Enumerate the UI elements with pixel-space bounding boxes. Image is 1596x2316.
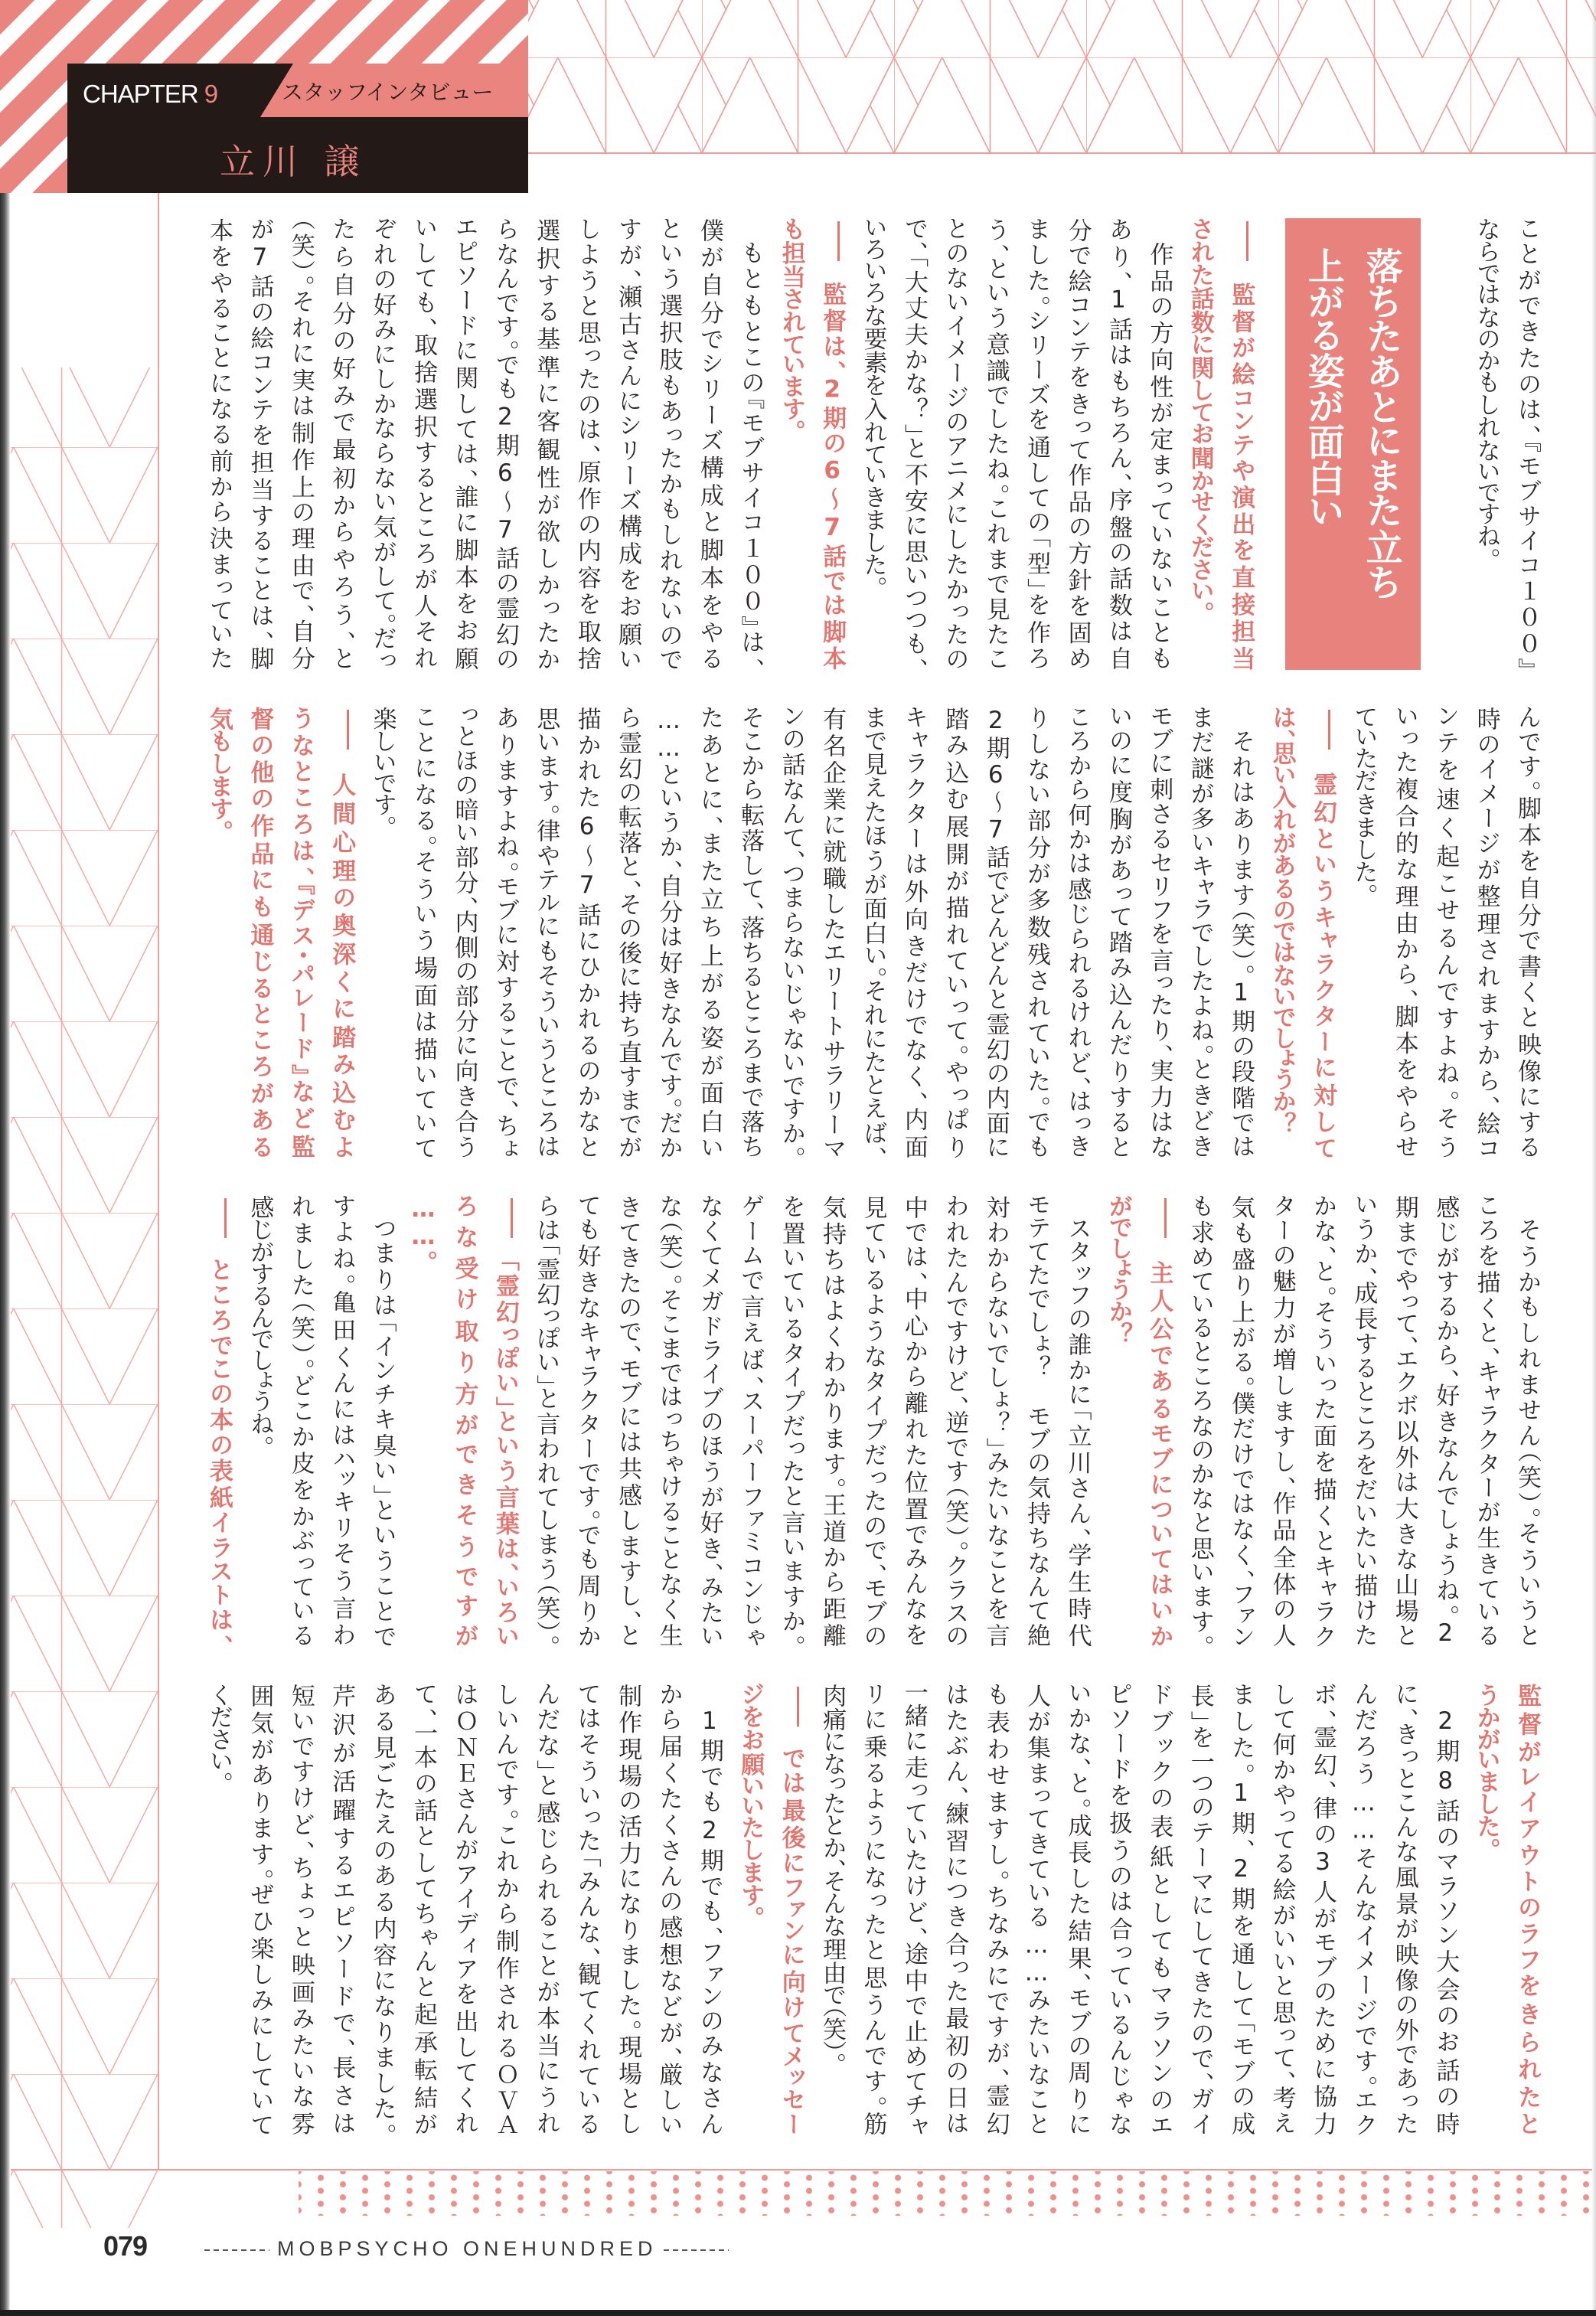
text-column: 作品の方向性が定まっていないことも [1145,242,1173,670]
text-column: から届くたくさんの感想などが、厳しい [654,1684,683,2135]
triangle-lattice-decoration [11,367,158,2228]
text-column: 1期でも2期でも、ファンのみなさん [695,1707,723,2135]
text-column: ぞれの好みにしかならない気がして。だっ [368,218,397,670]
text-column: ならではなのかもしれないですね。 [1472,218,1500,560]
text-column: 思います。律やテルにもそういうところは [532,707,560,1158]
text-column: ら霊幻の転落と、その後に持ち直すまでが [614,707,642,1158]
dash-rule-right [664,2249,729,2251]
dot-pattern-band [299,2171,1592,2216]
chapter-label [83,80,217,109]
text-column: 感じがするんでしょうね。 [246,1195,274,1448]
scan-edge-bottom [0,2310,1596,2316]
text-column: 芹沢が活躍するエピソードで、長さは [328,1684,356,2135]
question-dash [347,710,349,750]
article-tier-4 [197,1684,1547,2135]
text-column: ターの魅力が増しますし、作品全体の人 [1268,1195,1296,1647]
headline-line: 上がる姿が面白い [1301,247,1345,528]
text-column: を置いているタイプだったと言いますか。 [777,1195,805,1647]
text-column: われたんですけど、逆です（笑）。クラスの [941,1195,969,1647]
text-column: に、きっとこんな風景が映像の外であった [1390,1684,1418,2135]
text-column: ました。シリーズを通しての「型」を作ろ [1023,218,1051,670]
question-dash [511,1198,513,1238]
text-column: 2期8話のマラソン大会のお話の時 [1431,1707,1460,2135]
text-column: いしても、取捨選択するところが人それ [410,218,438,670]
text-column: はＯＮＥさんがアイディアを出してくれ [450,1684,478,2135]
article-tier-2 [197,707,1547,1158]
text-column: 時のイメージが整理されますから、絵コ [1472,707,1500,1158]
text-column: いうか、成長するところをだいたい描けた [1350,1195,1378,1647]
text-column: ました。1期、2期を通して「モブの成 [1227,1684,1255,2135]
text-column: が7話の絵コンテを担当することは、脚 [246,218,274,670]
question-column: ろな受け取り方ができそうですが [450,1195,478,1647]
question-dash [224,1198,227,1238]
text-column: も求めているところなのかなと思います。 [1186,1195,1214,1647]
text-column: たら自分の好みで最初からやろう、と [328,218,356,670]
question-column [811,218,852,670]
question-column: 監督がレイアウトのラフをきられたと [1513,1684,1541,2135]
question-column [484,1195,524,1647]
rule-line [158,193,159,2170]
text-column: して何かやってる絵がいいと思って、考え [1268,1684,1296,2135]
text-column: ……というか、自分は好きなんです。だか [654,707,683,1158]
text-column: もともとこの『モブサイコ１００』は、 [736,242,765,670]
text-column: 肉痛になったとか、そんな理由で（笑）。 [818,1684,847,2065]
text-column: という選択肢もあったかもしれないので [654,218,683,670]
text-column: ンテを速く起こせるんですよね。そう [1431,707,1460,1158]
headline-line: 落ちたあとにまた立ち [1359,247,1403,601]
question-column: された話数に関してお聞かせください。 [1186,218,1214,614]
text-column: んだろう……そんなイメージです。エク [1350,1684,1378,2135]
question-column: ジをお願いいたします。 [736,1684,765,1919]
question-column: うかがいました。 [1472,1684,1500,1851]
text-column: いのに度胸があって踏み込んだりすると [1104,707,1132,1158]
text-column: ピソードを扱うのは合っているんじゃな [1104,1684,1132,2135]
text-column: まだ謎が多いキャラでしたよね。ときどき [1186,707,1214,1158]
text-column: ください。 [205,1684,233,1784]
text-column: つまりは「インチキ臭い」ということで [368,1219,397,1647]
text-column: 一緒に走っていたけど、途中で止めてチャ [899,1684,928,2135]
question-column: 気もします。 [205,707,233,832]
question-column [198,1195,239,1647]
question-text: 「霊幻っぽい」という言葉は、いろい [491,1256,519,1647]
question-text: 主人公であるモブについてはいか [1145,1256,1173,1647]
text-column: いかな、と。成長した結果、モブの周りに [1063,1684,1092,2135]
question-column [1220,218,1261,670]
rule-line [528,152,1596,154]
text-column: 2期6〜7話でどんどんと霊幻の内面に [981,707,1010,1158]
text-column: ゲームで言えば、スーパーファミコンじゃ [736,1195,765,1647]
text-column: 人が集まってきている……みたいなこと [1023,1684,1051,2135]
text-column: きてきたので、モブには共感しますし、と [614,1195,642,1647]
scan-edge-left [0,0,10,2316]
text-column: な（笑）。そこまではっちゃけることなく生 [654,1195,683,1647]
text-column: いった複合的な理由から、脚本をやらせ [1390,707,1418,1158]
page-number: 079 [103,2230,148,2262]
question-column: うなところは、『デス・パレード』など監 [286,707,315,1158]
text-column: れました（笑）。どこか皮をかぶっている [286,1195,315,1647]
text-column: キャラクターは外向きだけでなく、内面 [899,707,928,1158]
question-column: 督の他の作品にも通じるところがある [246,707,274,1158]
text-column: 制作現場の活力になりました。現場とし [614,1684,642,2135]
dash-rule-left [204,2249,269,2251]
text-column: て、一本の話としてちゃんと起承転結が [410,1684,438,2135]
question-column [770,1684,811,2135]
text-column: リに乗るようになったと思うんです。筋 [859,1684,887,2135]
text-column: モテてたでしょ？ モブの気持ちなんて絶 [1023,1195,1051,1647]
question-dash [1164,1198,1167,1238]
text-column: （笑）。それに実は制作上の理由で、自分 [286,218,315,670]
text-column: 長」を一つのテーマにしてきたので、ガイ [1186,1684,1214,2135]
text-column: で、「大丈夫かな？」と不安に思いつつも、 [899,218,928,670]
text-column: あり、1話はもちろん、序盤の話数は自 [1104,218,1132,670]
text-column: 見ているようなタイプだったので、モブの [859,1195,887,1647]
question-column [1302,707,1343,1158]
text-column: たあとに、また立ち上がる姿が面白い [695,707,723,1158]
triangle-lattice-decoration [528,0,1596,153]
text-column: かな、と。そういった面を描くとキャラク [1308,1195,1337,1647]
question-dash [797,1687,799,1726]
question-column: は、思い入れがあるのではないでしょうか？ [1268,707,1296,1136]
scan-edge-right [1591,0,1596,2316]
question-text: 監督が絵コンテや演出を直接担当 [1227,279,1255,670]
text-column: そこから転落して、落ちるところまで落ち [736,707,765,1158]
text-column: まで見えたほうが面白い。それにたとえば、 [859,707,887,1158]
chapter-number: 9 [204,80,218,108]
text-column: すが、瀬古さんにシリーズ構成をお願い [614,218,642,670]
text-column: ても好きなキャラクターです。でも周りか [573,1195,601,1647]
text-column: とのないイメージのアニメにしたかったの [941,218,969,670]
text-column: なくてメガドライブのほうが好き、みたい [695,1195,723,1647]
text-column: 有名企業に就職したエリートサラリーマ [818,707,847,1158]
headline-box [1285,218,1421,670]
running-title-text: MOBPSYCHO ONEHUNDRED [277,2237,658,2260]
text-column: 感じがするから、好きなんでしょうね。2 [1431,1195,1460,1647]
question-column: ……。 [410,1195,438,1263]
text-column: ボ、霊幻、律の3人がモブのために協力 [1308,1684,1337,2135]
text-column: しようと思ったのは、原作の内容を取捨 [573,218,601,670]
text-column: 短いですけど、ちょっと映画みたいな雰 [286,1684,315,2135]
text-column: 期までやって、エクボ以外は大きな山場と [1390,1195,1418,1647]
article-tier-1 [197,218,1547,670]
question-text: 人間心理の奥深くに踏み込むよ [328,768,356,1158]
text-column: 囲気があります。ぜひ楽しみにしていて [246,1684,274,2135]
question-dash [1328,710,1330,750]
running-title [204,2237,729,2261]
question-column: がでしょうか？ [1104,1195,1132,1347]
text-column: ンの話なんて、つまらないじゃないですか。 [777,707,805,1158]
text-column: ドブックの表紙としてもマラソンのエ [1145,1684,1173,2135]
text-column: 本をやることになる前から決まっていた [205,218,233,670]
text-column: らなんです。でも2期6〜7話の霊幻の [491,218,519,670]
text-column: ころを描くと、キャラクターが生きている [1472,1195,1500,1647]
text-column: 描かれた6〜7話にひかれるのかなと [573,707,601,1158]
text-column: 中では、中心から離れた位置でみんなを [899,1195,928,1647]
text-column: 気も盛り上がる。僕だけではなく、ファン [1227,1195,1255,1647]
text-column: ころから何かは感じられるけれど、はっき [1063,707,1092,1158]
chapter-label-text: CHAPTER [83,80,198,108]
text-column: んだな」と感じられることが本当にうれ [532,1684,560,2135]
text-column: それはあります（笑）。1期の段階では [1227,730,1255,1158]
text-column: ありますよね。モブに対することで、ちょ [491,707,519,1158]
text-column: すよね。亀田くんにはハッキリそう言わ [328,1195,356,1647]
text-column: 僕が自分でシリーズ構成と脚本をやる [695,218,723,670]
question-column [1138,1195,1179,1647]
text-column: 楽しいです。 [368,707,397,828]
text-column: モブに刺さるセリフを言ったり、実力はな [1145,707,1173,1158]
question-column: も担当されています。 [777,218,805,432]
section-title: スタッフインタビュー [282,80,494,105]
headline-slot [1261,218,1465,670]
text-column: も表わせますし。ちなみにですが、霊幻 [981,1684,1010,2135]
text-column: らは「霊幻っぽい」と言われてしまう（笑）。 [532,1195,560,1647]
text-column: っとほの暗い部分、内側の部分に向き合う [450,707,478,1158]
text-column: う、という意識でしたね。これまで見たこ [981,218,1010,670]
question-text: では最後にファンに向けてメッセー [777,1745,805,2135]
text-column: 対わからないでしょ？」みたいなことを言 [981,1195,1010,1647]
text-column: しいんです。これから制作されるＯＶＡ [491,1684,519,2135]
text-column: てはそういった「みんな、観てくれている [573,1684,601,2135]
interviewee-name: 立川 譲 [220,141,367,182]
text-column: はたぶん、練習につき合った最初の日は [941,1684,969,2135]
question-dash [837,221,840,261]
text-column: ある見ごたえのある内容になりました。 [368,1684,397,2135]
text-column: んです。脚本を自分で書くと映像にする [1513,707,1541,1158]
rule-line [11,2169,1592,2171]
text-column: いろいろな要素を入れていきました。 [859,218,887,589]
question-text: 監督は、2期の6〜7話では脚本 [818,279,847,670]
text-column: 踏み込む展開が描れていって。やっぱり [941,707,969,1158]
text-column: エピソードに関しては、誰に脚本をお願 [450,218,478,670]
question-text: ところでこの本の表紙イラストは、 [205,1256,233,1647]
text-column: ことになる。そういう場面は描いていて [410,707,438,1158]
article-tier-3 [197,1195,1547,1647]
question-dash [1246,221,1248,261]
text-column: ていただきました。 [1350,707,1378,896]
question-text: 霊幻というキャラクターに対して [1308,768,1337,1158]
text-column: そうかもしれません（笑）。そういうと [1513,1219,1541,1647]
text-column: りしない部分が多数残されていた。でも [1023,707,1051,1158]
question-column [321,707,361,1158]
text-column: ことができたのは、『モブサイコ１００』 [1513,218,1541,670]
text-column: スタッフの誰かに「立川さん、学生時代 [1063,1219,1092,1647]
text-column: 分で絵コンテをきって作品の方針を固め [1063,218,1092,670]
text-column: 気持ちはよくわかります。王道から距離 [818,1195,847,1647]
text-column: 選択する基準に客観性が欲しかったか [532,218,560,670]
